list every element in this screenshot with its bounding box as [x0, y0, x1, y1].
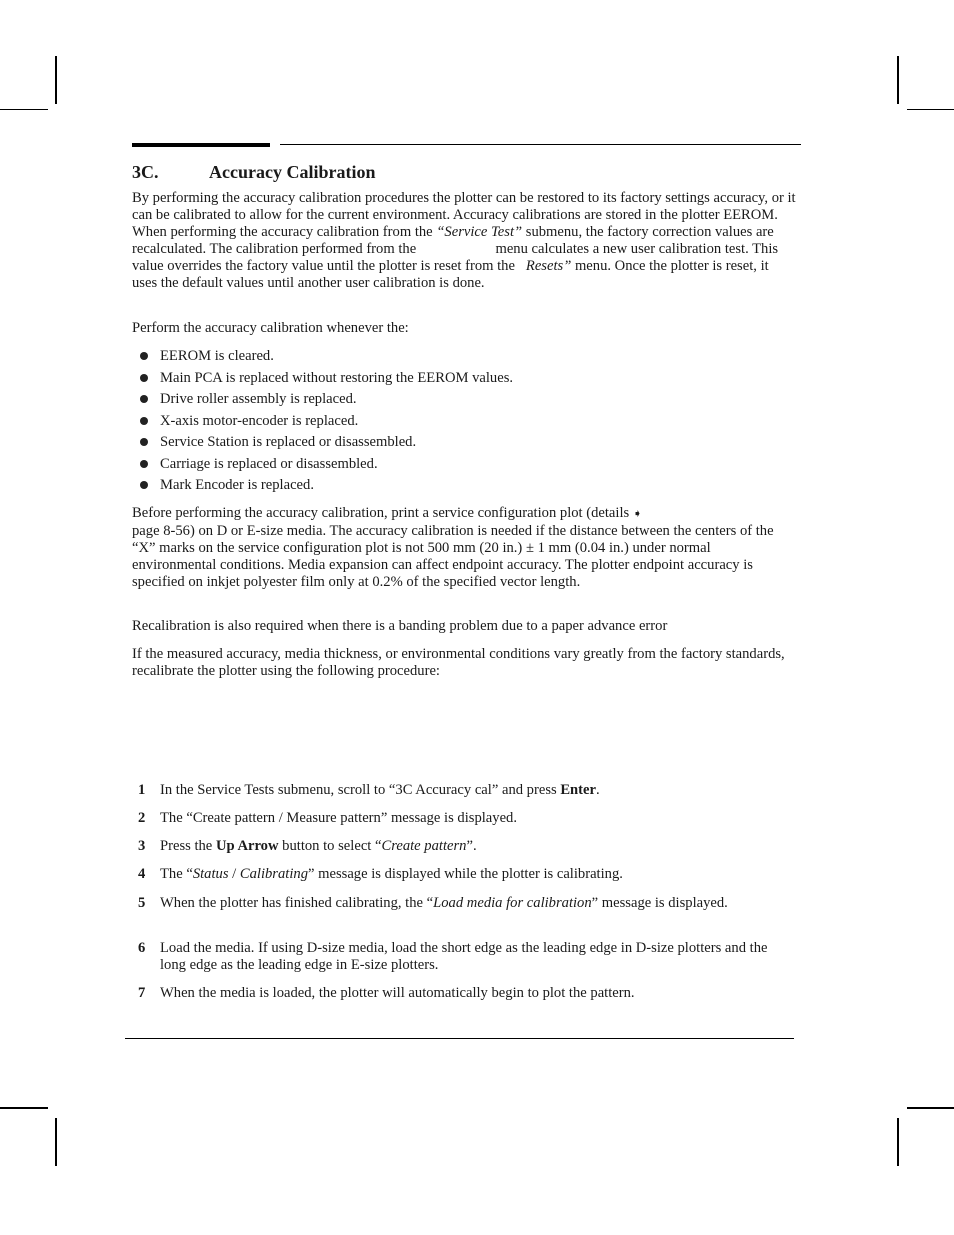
crop-mark-bottom-left-vertical — [55, 1118, 57, 1166]
footer-rule — [125, 1038, 794, 1039]
list-item: EEROM is cleared. — [132, 347, 513, 369]
step-number: 1 — [138, 782, 146, 798]
step-number: 2 — [138, 810, 146, 826]
section-number: 3C. — [132, 162, 159, 182]
step-message: Create pattern — [381, 838, 467, 854]
procedure-intro-text: If the measured accuracy, media thickness, or environmental conditions vary greatly from the factory standards, recalibrate the plotter using the following procedure: — [132, 646, 785, 679]
section-rule-thick — [132, 143, 270, 147]
step-message: Status — [192, 866, 229, 882]
step-text — [160, 838, 797, 855]
step-item — [132, 810, 797, 827]
intro-resets: Resets” — [525, 258, 572, 274]
section-title: Accuracy Calibration — [209, 162, 376, 182]
intro-text-1: By performing the accuracy calibration procedures the plotter can be restored to its factory settings accuracy, or it can be calibrated to allow for the current environment. Accuracy calibrations are stored in the plotter EEROM. When performing the accuracy calibration from the — [132, 190, 796, 240]
before-text-1: Before performing the accuracy calibration, print a service configuration plot (details — [132, 505, 633, 521]
crop-mark-top-right-horizontal — [907, 109, 954, 110]
step-text — [160, 782, 797, 799]
step-text-part: ”. — [466, 838, 477, 854]
step-text-part: Press the — [160, 838, 216, 854]
step-key-enter: Enter — [560, 782, 596, 798]
step-text-part: . — [596, 782, 600, 798]
step-item — [132, 782, 797, 799]
step-number: 7 — [138, 985, 146, 1001]
crop-mark-top-right-vertical — [897, 56, 899, 104]
crop-mark-top-left-horizontal — [0, 109, 48, 110]
step-text-part: ” message is displayed. — [591, 895, 728, 911]
list-item: Drive roller assembly is replaced. — [132, 390, 513, 412]
step-text — [160, 866, 797, 883]
before-paragraph — [132, 505, 797, 591]
step-text-part: / — [228, 866, 240, 882]
step-text: The “Create pattern / Measure pattern” message is displayed. — [160, 810, 517, 826]
step-text: When the media is loaded, the plotter will automatically begin to plot the pattern. — [160, 985, 635, 1001]
step-item — [132, 940, 797, 974]
step-text-part: ” message is displayed while the plotter is calibrating. — [308, 866, 623, 882]
step-text-part: In the Service Tests submenu, scroll to “3C Accuracy cal” and press — [160, 782, 561, 798]
step-message: Calibrating — [239, 866, 308, 882]
crop-mark-bottom-right-horizontal — [907, 1107, 954, 1109]
step-number: 6 — [138, 940, 146, 956]
conditions-list — [132, 347, 513, 498]
step-text-part: The “ — [160, 866, 193, 882]
list-item: Main PCA is replaced without restoring the EEROM values. — [132, 369, 513, 391]
step-item — [132, 895, 797, 912]
section-heading — [132, 161, 375, 183]
intro-text-4: menu. Once the plotter is reset, it uses the default values until another user calibration is done. — [132, 258, 769, 291]
step-text-part: button to select “ — [278, 838, 382, 854]
list-item: X-axis motor-encoder is replaced. — [132, 412, 513, 434]
list-item: Carriage is replaced or disassembled. — [132, 455, 513, 477]
step-text: Load the media. If using D-size media, load the short edge as the leading edge in D-size plotters and the long edge as the leading edge in E-size plotters. — [160, 940, 768, 973]
step-item — [132, 985, 797, 1002]
step-text — [160, 895, 797, 912]
before-text-2: page 8-56) on D or E-size media. The accuracy calibration is needed if the distance between the centers of the “X” marks on the service configuration plot is not 500 mm (20 in.) ± 1 mm (0.04 in.) under normal environmental conditions. Media expansion can affect endpoint accuracy. The plotter endpoint accuracy is specified on inkjet polyester film only at 0.2% of the specified vector length. — [132, 523, 774, 590]
intro-text-3: menu calculates a new user calibration test. This value overrides the factory value until the plotter is reset from the — [132, 241, 779, 274]
step-item — [132, 866, 797, 883]
step-number: 5 — [138, 895, 146, 911]
section-rule-thin — [280, 144, 801, 145]
crop-mark-bottom-left-horizontal — [0, 1107, 48, 1109]
crop-mark-bottom-right-vertical — [897, 1118, 899, 1166]
crop-mark-top-left-vertical — [55, 56, 57, 104]
step-key-up-arrow: Up Arrow — [215, 838, 279, 854]
step-item — [132, 838, 797, 855]
list-item: Service Station is replaced or disassembled. — [132, 433, 513, 455]
arrow-right-icon: ➧ — [632, 508, 643, 520]
step-number: 3 — [138, 838, 146, 854]
perform-when-text: Perform the accuracy calibration whenever the: — [132, 320, 409, 336]
step-text-part: When the plotter has finished calibrating, the “ — [160, 895, 434, 911]
step-number: 4 — [138, 866, 146, 882]
list-item: Mark Encoder is replaced. — [132, 476, 513, 498]
step-message: Load media for calibration — [433, 895, 592, 911]
intro-text-2: submenu, the factory correction values are recalculated. The calibration performed from the — [132, 224, 774, 257]
intro-service-test: “Service Test” — [436, 224, 523, 240]
intro-paragraph — [132, 190, 797, 292]
recalibration-text: Recalibration is also required when there is a banding problem due to a paper advance error — [132, 618, 668, 634]
